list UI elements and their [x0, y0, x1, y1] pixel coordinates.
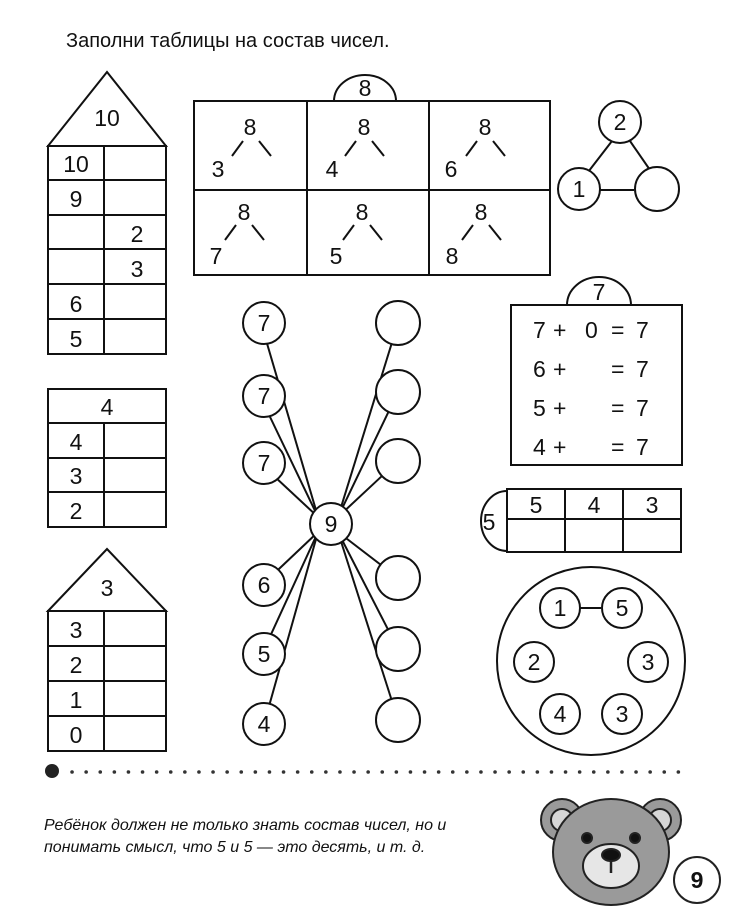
grid-8-cell3-left: 6: [444, 156, 458, 182]
svg-text:7: 7: [636, 395, 649, 421]
grid-8-label: 8: [358, 75, 372, 101]
house-10-row4-right: 3: [130, 256, 144, 282]
svg-text:6: 6: [533, 356, 546, 382]
train-5-label: 5: [482, 509, 496, 535]
wheel-6-right-bot: 3: [615, 701, 629, 727]
parent-note-line2: понимать смысл, что 5 и 5 — это десять, и т. д.: [44, 839, 426, 856]
table-4-row1-left: 4: [69, 429, 83, 455]
wheel-6-left-bot: 4: [553, 701, 567, 727]
grid-8-cell5-left: 5: [329, 243, 343, 269]
table-4-row3-left: 2: [69, 498, 83, 524]
triangle-2-top: 2: [613, 109, 627, 135]
svg-text:+: +: [553, 395, 567, 421]
star-9-left3: 7: [257, 450, 271, 476]
svg-text:7: 7: [636, 317, 649, 343]
grid-8-cell6-top: 8: [474, 199, 488, 225]
svg-text:+: +: [553, 434, 567, 460]
house-3-row4-left: 0: [69, 722, 83, 748]
house-10-row3-right: 2: [130, 221, 144, 247]
equations-7-label: 7: [592, 279, 606, 305]
svg-text:=: =: [611, 317, 625, 343]
house-10-row2-left: 9: [69, 186, 83, 212]
grid-8: [194, 75, 550, 275]
house-3-roof: 3: [100, 575, 114, 601]
grid-8-cell4-left: 7: [209, 243, 223, 269]
house-3-row3-left: 1: [69, 687, 83, 713]
triangle-2-left: 1: [572, 176, 586, 202]
star-9-center: 9: [324, 511, 338, 537]
svg-text:+: +: [553, 356, 567, 382]
svg-text:=: =: [611, 395, 625, 421]
table-4-header: 4: [100, 394, 114, 420]
svg-text:4: 4: [533, 434, 546, 460]
grid-8-cell1-left: 3: [211, 156, 225, 182]
wheel-6-left-mid: 2: [527, 649, 541, 675]
grid-8-cell2-top: 8: [357, 114, 371, 140]
page-number: 9: [690, 867, 704, 893]
star-9-left5: 5: [257, 641, 271, 667]
grid-8-cell4-top: 8: [237, 199, 251, 225]
parent-note: [44, 815, 524, 859]
star-9-left1: 7: [257, 310, 271, 336]
table-4-row2-left: 3: [69, 463, 83, 489]
star-9-left6: 4: [257, 711, 271, 737]
house-10-roof: 10: [94, 105, 120, 131]
house-10-row1-left: 10: [63, 151, 89, 177]
star-9-left2: 7: [257, 383, 271, 409]
wheel-6: [497, 567, 685, 755]
grid-8-cell5-top: 8: [355, 199, 369, 225]
svg-text:5: 5: [533, 395, 546, 421]
train-5-top1: 5: [529, 492, 543, 518]
dotted-separator: [45, 764, 59, 778]
grid-8-cell6-left: 8: [445, 243, 459, 269]
grid-8-cell2-left: 4: [325, 156, 339, 182]
house-3-row1-left: 3: [69, 617, 83, 643]
grid-8-cell1-top: 8: [243, 114, 257, 140]
svg-text:0: 0: [585, 317, 598, 343]
house-10-row6-left: 5: [69, 326, 83, 352]
grid-8-cell3-top: 8: [478, 114, 492, 140]
wheel-6-right-mid: 3: [641, 649, 655, 675]
house-10-row5-left: 6: [69, 291, 83, 317]
wheel-6-pair-a: 1: [553, 595, 567, 621]
svg-text:=: =: [611, 356, 625, 382]
wheel-6-pair-b: 5: [615, 595, 629, 621]
star-9-left4: 6: [257, 572, 271, 598]
train-5-top2: 4: [587, 492, 601, 518]
bear-icon: [541, 799, 681, 905]
svg-text:=: =: [611, 434, 625, 460]
svg-text:7: 7: [636, 356, 649, 382]
svg-text:+: +: [553, 317, 567, 343]
svg-text:7: 7: [533, 317, 546, 343]
house-3-row2-left: 2: [69, 652, 83, 678]
parent-note-line1: Ребёнок должен не только знать состав чисел, но и: [44, 817, 447, 834]
page-title: Заполни таблицы на состав чисел.: [66, 30, 390, 52]
svg-text:7: 7: [636, 434, 649, 460]
train-5-top3: 3: [645, 492, 659, 518]
